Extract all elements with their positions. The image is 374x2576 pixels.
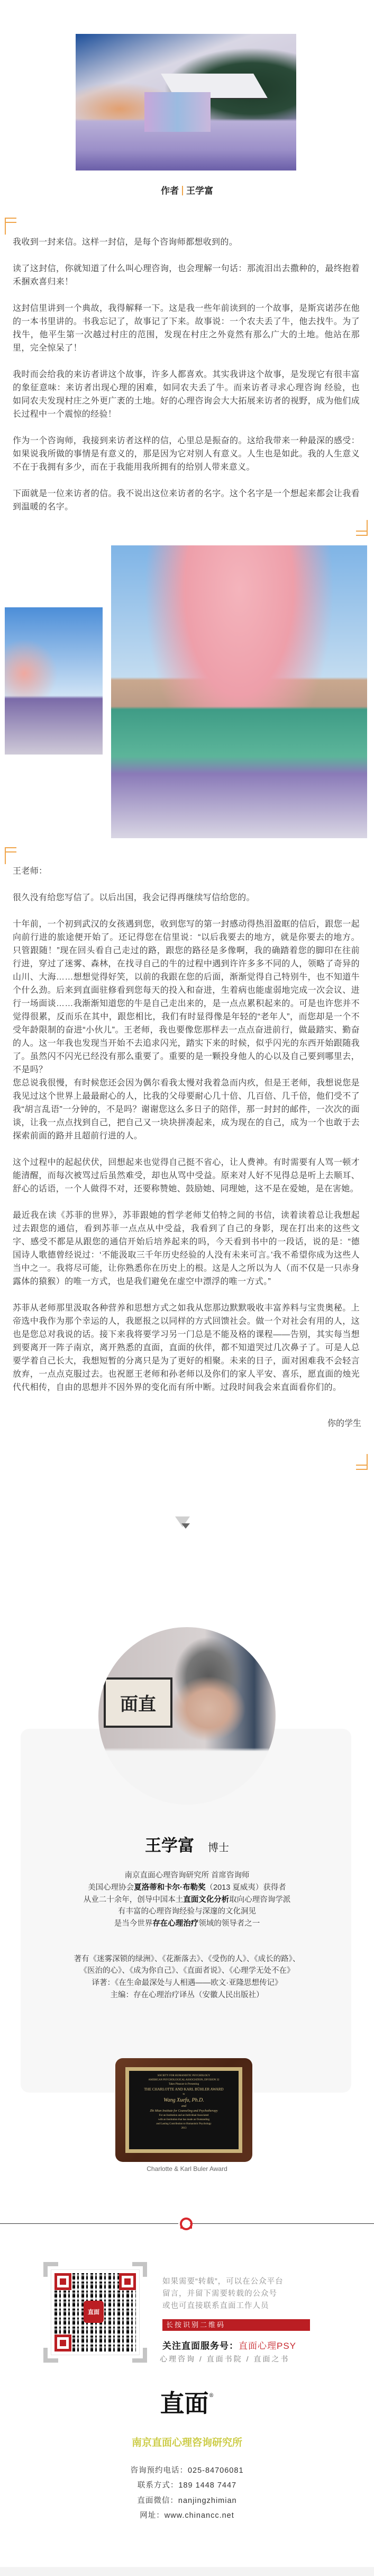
letter-paragraph: 这个过程中的起起伏伏，回想起来也觉得自己挺不省心，让人费神。有时需要有人骂一顿才能清醒，而每次被骂过后虽然难受，却也从骂中受益。原来对人好不见得总是听上去顺耳、舒心的话语，一个人做得不对，还要称赞她、鼓励她、同理她，这不是在爱她，是在害她。 [13,1158,360,1193]
cherry-tree-fence-image [111,545,367,838]
menu-separator: / [199,2355,203,2363]
qr-finder [54,2335,71,2351]
bio-text: 取向心理咨询学派 [229,1896,291,1904]
plaque-text: Wang Xuefu, Ph.D. [163,2097,204,2103]
bio-text: 是当今世界 [114,1919,153,1928]
contact-wechat: 直面微信：nanjingzhimian [137,2497,237,2505]
close-bracket-decoration [356,520,368,536]
contact-phone: 咨询预约电话：025-84706081 [130,2466,244,2475]
contact-mobile: 联系方式：189 1448 7447 [137,2481,237,2490]
menu-item-books[interactable]: 直面之书 [253,2355,290,2363]
rosette-icon [178,2218,190,2231]
intro-paragraph: 下面就是一位来访者的信。我不说出这位来访者的名字。这个名字是一个想起来都会让我看到温暖的名字。 [13,489,360,511]
author-caption [0,183,374,196]
plaque-text: to [183,2093,185,2096]
follow-account-name[interactable]: 直面心理PSY [239,2341,297,2351]
bio-highlight: 存在心理治疗 [152,1919,199,1928]
reprint-note: 如果需要“转载”，可以在公众平台 [162,2277,284,2286]
letter-paragraph: 很久没有给您写信了。以后出国，我会记得再继续写信给您的。 [13,893,255,902]
plaque-text: Takes Pleasure in Presenting [168,2083,199,2086]
books-line: 译著：《在生命最深处与人相遇——欧文·亚隆思想传记》 [92,1979,282,1987]
profile-title: 博士 [208,1842,229,1854]
letter-signature: 你的学生 [327,1419,361,1428]
open-bracket-decoration [5,847,16,864]
caption-divider [182,186,183,195]
qr-finder [54,2273,71,2290]
menu-item-academy[interactable]: 直面书院 [206,2355,243,2363]
award-plaque-image [115,2058,252,2162]
institute-name: 南京直面心理咨询研究所 [131,2437,242,2448]
intro-paragraph: 作为一个咨询师，我接到来访者这样的信，心里总是振奋的。这给我带来一种最深的感受：如果说我所做的事情是有意义的，那是因为它对别人有意义。人生也是如此。我的人生意义不在于我拥有多少，而在于我能用我所拥有的给别人带来意义。 [13,436,360,472]
bio-text: （2013 夏威夷）获得者 [205,1883,286,1892]
cabin-wall [144,92,211,132]
follow-label: 关注直面服务号： [162,2341,239,2351]
bio-text: 有丰富的心理咨询经验与深邃的文化洞见 [118,1907,256,1916]
letter-paragraph: 苏菲从老师那里汲取各种营养和思想方式之如我从您那边默默吸收丰富养料与宝贵奥秘。上帝选中我作为那个幸运的人，我愿报之以同样的方式回馈社会。做一个对社会有用的人，这也是您总对我说的话。接下来我将要学习另一门总是不能及格的课程——告别，其实每当想到要离开一阵子南京，离开熟悉的直面，直面的伙伴，都不知道哭过几次鼻子了。可是人总要学着自己长大，我想短暂的分离只是为了更好的相聚。未来的日子，面对困难我不会轻言放弃，一点点克服过去。也祝愿王老师和孙老师以及你们的家人平安、喜乐，愿直面的烛光代代相传，自由的思想并不因外界的变化而有所中断。过段时间我会来直面看你们的。 [13,1304,360,1392]
down-triangle-icon [181,1523,190,1529]
author-photo [98,1627,276,1805]
bio-text: 从业二十余年，创导中国本土 [83,1896,184,1904]
intro-paragraph: 读了这封信，你就知道了什么叫心理咨询，也会理解一句话：那流泪出去撒种的，最终抱着禾捆欢喜归来！ [13,264,360,286]
award-caption: Charlotte & Karl Buler Award [147,2165,227,2173]
plaque-text: SOCIETY FOR HUMANISTIC PSYCHOLOGY [157,2075,211,2077]
qr-finder [119,2273,136,2290]
profile-name-text: 王学富 [145,1836,194,1855]
scan-qr-banner: 长按识别二维码 [162,2319,310,2331]
author-name: 王学富 [186,186,213,196]
bio-text: 领域的领导者之一 [198,1919,260,1928]
menu-item-counseling[interactable]: 心理咨询 [160,2355,196,2363]
books-line: 《医治的心》、《成为你自己》、《直面者说》、《心理学无处不在》 [79,1967,295,1975]
bio-line [0,1918,374,1930]
zhimian-logo [0,2384,374,2419]
plaque-text: THE CHARLOTTE AND KARL BÜHLER AWARD [144,2087,224,2092]
intro-paragraph: 我收到一封来信。这样一封信，是每个咨询师都想收到的。 [13,238,238,247]
intro-paragraph: 我时而会给我的来访者讲这个故事，许多人都喜欢。其实我讲这个故事，是发现它有很丰富的象征意味：来访者出现心理的困难，如同农夫丢了牛。而来访者寻求心理咨询 经验，也如同农夫发现村庄之外更广袤的土地。好的心理咨询会大大拓展来访者的视野，成为他们成长过程中一个震惊的经验！ [13,370,360,419]
anime-street-image [5,607,103,755]
bottom-strip [0,2567,374,2576]
letter-paragraph: 十年前，一个初到武汉的女孩遇到您，收到您写的第一封感动得热泪盈眶的信后，跟您一起向前行进的旅途便开始了。还记得您在信里说：“以后我要去的地方，就是你要去的地方。只管跟随！”现在回头看自己走过的路，跟您的路径是多像啊，我的确踏着您的脚印在往前行进，穿过了迷雾、森林，在找寻自己的牛的过程中遇到许许多多不同的人，领略了奇异的山川、大海……想想觉得好笑，以前的我跟在您的后面，渐渐觉得自己特别牛，也不知道牛个什么劲。后来到直面驻修看到您每天的投入和奋进，生着病也能虚弱地完成一次会议、进行一场面谈……我渐渐知道您的牛是自己走出来的，是一点点累积起来的。可是也许您并不觉得很累，反而乐在其中，跟您相比，我们有时显得像是年轻的“老年人”，而您却是一个不受年龄限制的奋进“小伙儿”。王老师，我也要像您那样去一点点奋进前行，做最踏实、勤奋的人。这一年我也发现当开始不去追求闪光，踏实下来的时候，似乎闪光的东西开始跟随我了。虽然闪不闪光已经没有那么重要了。重要的是一颗投身他人的心以及自己要到哪里去，不是吗？ [13,920,360,1074]
plaque-text: AMERICAN PSYCHOLOGICAL ASSOCIATION, DIVISION 32 [148,2079,220,2081]
menu-separator: / [246,2355,250,2363]
header-painting-snow-cabin [76,34,296,170]
registered-mark: ® [208,2393,214,2399]
contact-website[interactable]: 网址：www.chinancc.net [140,2511,234,2520]
bio-text: 美国心理协会 [88,1883,134,1892]
plaque-text: 2013 [181,2127,187,2130]
bio-highlight: 夏洛蒂和卡尔·布勒奖 [134,1883,206,1892]
author-label: 作者 [161,186,179,196]
intro-paragraph: 这封信里讲到一个典故，我得解释一下。这是我一些年前读到的一个故事，是斯宾诺莎在他的一本书里讲的。书我忘记了，故事记了下来。故事说：一个农夫丢了牛，他去找牛。为了找牛，他平生第一次越过村庄的范围，发现在村庄之外竟然有那么广大的土地。他站在那里，完全惊呆了！ [13,304,360,353]
reprint-note: 留言，并留下需要转载的公众号 [162,2290,277,2298]
logo-text: 直面 [160,2389,209,2418]
reprint-note: 或也可直接联系直面工作人员 [162,2302,269,2310]
plaque-text: and [181,2105,186,2108]
books-line: 著有《迷雾深锁的绿洲》、《花渐落去》、《受伤的人》、《成长的路》、 [74,1955,300,1963]
bio-text: 南京直面心理咨询研究所 首席咨询师 [124,1871,250,1880]
calligraphy-frame: 面直 [104,1677,172,1728]
bio-line [0,1870,374,1882]
plaque-text: For an Institution and an Individual Associated [159,2114,209,2117]
profile-name [0,1832,374,1856]
service-menu [160,2354,289,2364]
letter-paragraph: 最近我在读《苏菲的世界》，苏菲跟她的哲学老师艾伯特之间的书信，读着读着总让我想起过去跟您的通信，看到苏菲一点点从中受益，我看到了自己的身影，现在打出来的这些文字、感受不都是从跟您的通信开始后培养起来的吗，今天看到书中的一段话，说的是：“德国诗人歌德曾经说过：‘不能汲取三千年历史经验的人没有未来可言。’我不希望你成为这些人当中之一。我将尽可能，让你熟悉你在历史上的根。这是人之所以为人（而不仅是一只赤身露体的猿猴）的唯一方式，也是我们避免在虚空中漂浮的唯一方式。” [13,1211,360,1286]
bio-line [0,1882,374,1894]
qr-code[interactable] [43,2262,147,2363]
letter-paragraph: 您总说我很慢，有时候您还会因为偶尔看我太慢对我着急而内疚，但是王老师，我想说您是我见过这个世界上最最耐心的人，比我的父母要耐心几十倍、几百倍、几千倍，他们受不了我“胡言乱语”一分钟的，不是吗？谢谢您这么多日子的陪伴，那一封封的邮件，一次次的面谈，让我一点点找到自己，把自己又一块块拼凑起来，成为现在的自己，成为一个也敢于去探索前面的路并且超前行进的人。 [13,1079,360,1141]
qr-logo: 直面 [84,2301,104,2323]
bio-line [0,1894,374,1906]
plaque-text: with an Institution that has made an Outstanding [158,2119,210,2121]
follow-account [162,2338,296,2351]
plaque-text: and Lasting Contribution to Humanistic Psychology [156,2123,212,2125]
bio-line [0,1906,374,1918]
letter-salutation: 王老师： [13,867,48,876]
close-bracket-decoration [356,1454,368,1470]
open-bracket-decoration [5,218,16,235]
plaque-text: Zhi Mian Institute for Counseling and Psychotherapy [150,2110,218,2113]
bio-highlight: 直面文化分析 [183,1896,230,1904]
books-line: 主编：存在心理治疗译丛（安徽人民出版社） [110,1991,264,1999]
